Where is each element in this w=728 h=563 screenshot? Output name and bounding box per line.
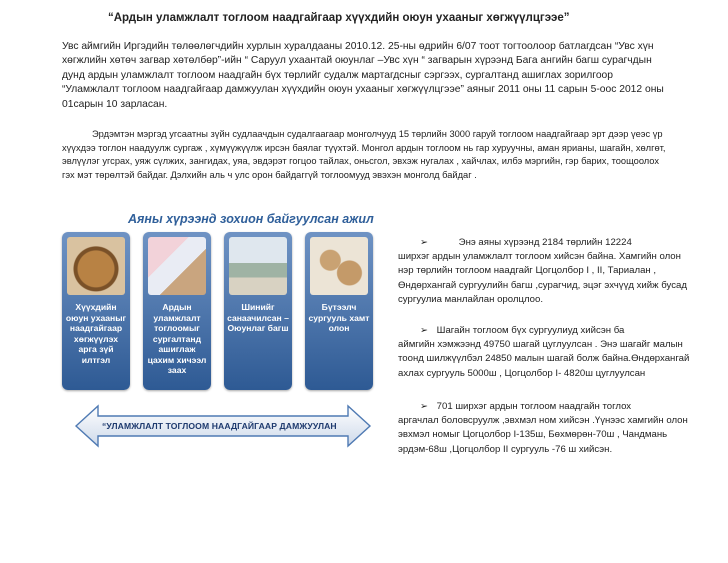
document-title: “Ардын уламжлалт тоглоом наадгайгаар хүүхдийн оюун ухааныг хөгжүүлцгээе” — [108, 12, 570, 24]
panel-label: Бүтээлч сургууль хамт олон — [308, 302, 370, 333]
bullet-text: аргачлал боловсруулж ,эвхмэл ном хийсэн .Үүнээс хамгийн олон эвхмэл номыг Цогцолбор I-135ш, Бөхмөрөн-70ш , Чандмань эрдэм-68ш ,Цогцолбор II сургууль -76 ш хийсэн. — [398, 415, 688, 455]
bullet-item-2 — [398, 324, 698, 381]
bullet-first-line: Энэ аяны хүрээнд 2184 төрлийн 12224 — [458, 237, 632, 248]
arrow-bullet-icon: ➢ — [420, 325, 429, 336]
arrow-bullet-icon: ➢ — [420, 401, 429, 412]
bullet-first-line: 701 ширхэг ардын тоглоом наадгайн тоглох — [436, 401, 632, 412]
activity-diagram — [62, 232, 380, 454]
panel-label: Шинийг санаачилсан – Оюунлаг багш — [227, 302, 289, 333]
panel-elesson — [143, 232, 211, 390]
bullet-first-line: Шагайн тоглоом бүх сургуулиуд хийсэн ба — [436, 325, 625, 336]
arrow-label: “УЛАМЖЛАЛТ ТОГЛООМ НААДГАЙГААР ДАМЖУУЛАН — [102, 421, 337, 431]
bullet-item-3 — [386, 400, 696, 457]
bullet-text: аймгийн хэмжээнд 49750 шагай цуглуулсан . Энэ шагайг малын тоонд шилжүүлбэл 24850 малын шагай болж байна.Өндөрхангай ахлах сургууль 5000ш , Цогцолбор I- 4820ш цуглуулсан — [398, 339, 690, 379]
bullet-text: ширхэг ардын уламжлалт тоглоом хийсэн байна. Хамгийн олон нэр төрлийн тоглоом наадгайг Цогцолбор I , II, Тариалан , Өндөрхангай сургуулийн багш ,сурагчид, эцэг эхчүүд хийж бусад сургуулиа манлайлан оролцлоо. — [398, 251, 687, 305]
panel-label: Хүүхдийн оюун ухааныг наадгайгаар хөгжүүлэх арга зүй илтгэл — [65, 302, 127, 365]
intro-paragraph: Увс аймгийн Иргэдийн төлөөлөгчдийн хурлын хуралдааны 2010.12. 25-ны өдрийн 6/07 тоот тогтоолоор батлагдсан “Увс хүн хөгжлийн хөтөч загвар хөтөлбөр”-ийн “ Саруул ухаантай оюунлаг –Увс хүн “ загварын хүрээнд Бага ангийн багш сурагчдын дунд ардын уламжлалт тоглоом наадгайн бүх төрлийг судалж мартагдсныг сэргээх, сургалтанд ашиглах зорилгоор “Уламжлалт тоглоом наадгайгаар дамжуулан хүүхдийн оюун ухааныг хөгжүүлцгээе” аяныг 2011 оны 11 сарын 5-оос 2012 оны 01сарын 10 зарласан. — [62, 41, 664, 110]
wooden-puzzle-photo — [67, 237, 125, 295]
bullet-item-1 — [398, 236, 698, 307]
toys-display-photo — [229, 237, 287, 295]
classroom-photo — [148, 237, 206, 295]
knucklebones-photo — [310, 237, 368, 295]
section-heading: Аяны хүрээнд зохион байгуулсан ажил — [128, 212, 374, 226]
history-paragraph: Эрдэмтэн мэргэд угсаатны зүйн судлаачдын судалгаагаар монголчууд 15 төрлийн 3000 гаруй тоглоом наадгайгаар эрт дээр үеэс үр хүүхдээ тоглон наадуулж сургаж , хүмүүжүүлж ирсэн баялаг түүхтэй. Монгол ардын тоглоом нь гар хуруучны, аман ярианы, шагайн, хөлгөт, эвлүүлэг угсрах, уяж сүлжих, зангидах, уяа, эвдэрэт гогцоо тайлах, оньсгол, эвхэж нугалах , хайчлах, илбэ мэргийн, гэр барих, тоощоолох гэх мэт төрөлтэй байдаг. Дэлхийн аль ч улс орон байдаггүй тоглоомууд эвэхэн монголд байдаг . — [62, 129, 666, 180]
panel-teacher — [224, 232, 292, 390]
panel-label: Ардын уламжлалт тоглоомыг сургалтанд ашиглаж цахим хичээл заах — [147, 302, 207, 375]
panel-methodology — [62, 232, 130, 390]
panel-school — [305, 232, 373, 390]
arrow-bullet-icon: ➢ — [420, 237, 429, 248]
